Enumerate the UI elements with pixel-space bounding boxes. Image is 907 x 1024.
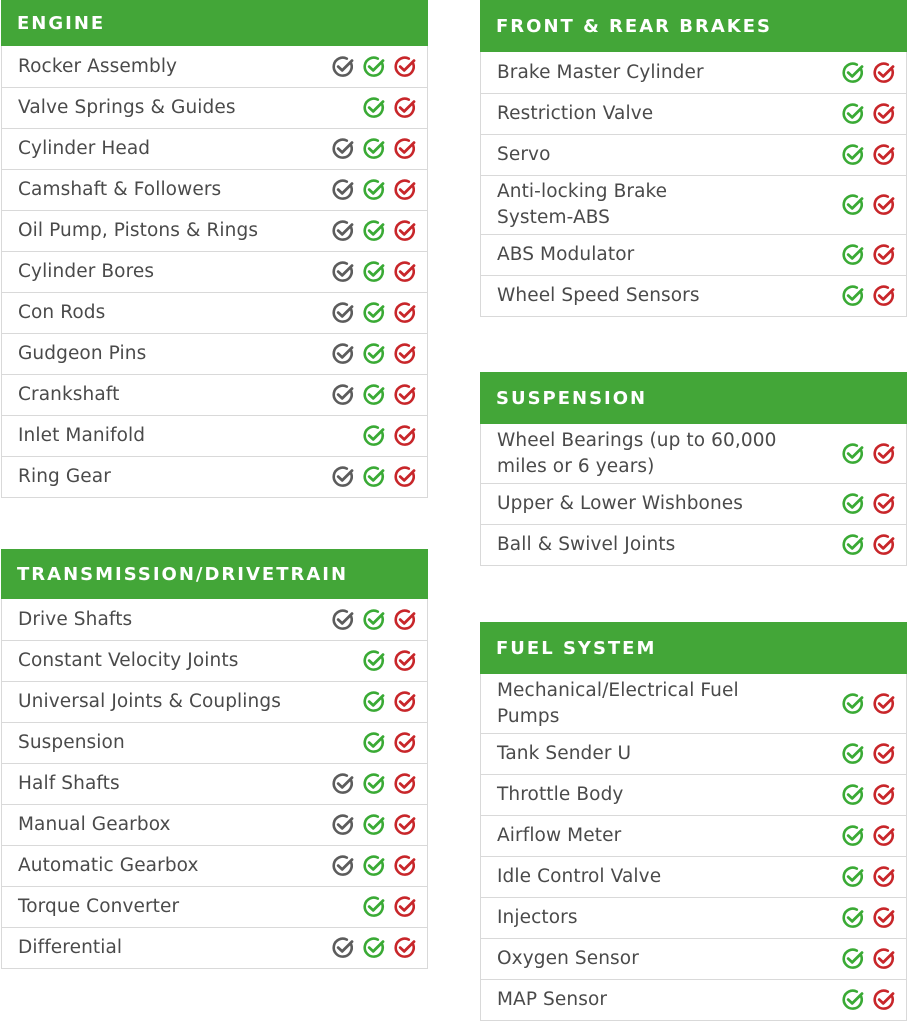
item-label: Servo bbox=[497, 144, 551, 165]
list-item bbox=[2, 292, 427, 333]
red-check-icon bbox=[393, 342, 417, 366]
list-item bbox=[481, 424, 906, 483]
list-item bbox=[481, 52, 906, 93]
status-icons bbox=[362, 731, 417, 755]
item-label: Torque Converter bbox=[18, 896, 180, 917]
red-check-icon bbox=[393, 813, 417, 837]
green-check-icon bbox=[362, 731, 386, 755]
item-label: Cylinder Head bbox=[18, 138, 151, 159]
item-label: Differential bbox=[18, 937, 123, 958]
fuel-rows bbox=[480, 674, 907, 1021]
green-check-icon bbox=[841, 692, 865, 716]
item-label: Inlet Manifold bbox=[18, 425, 146, 446]
green-check-icon bbox=[362, 690, 386, 714]
red-check-icon bbox=[872, 865, 896, 889]
item-label: Oil Pump, Pistons & Rings bbox=[18, 220, 259, 241]
red-check-icon bbox=[393, 608, 417, 632]
red-check-icon bbox=[393, 383, 417, 407]
grey-check-icon bbox=[331, 342, 355, 366]
red-check-icon bbox=[872, 143, 896, 167]
status-icons bbox=[841, 442, 896, 466]
suspension-rows bbox=[480, 424, 907, 566]
status-icons bbox=[331, 936, 417, 960]
green-check-icon bbox=[362, 137, 386, 161]
list-item bbox=[2, 722, 427, 763]
red-check-icon bbox=[872, 442, 896, 466]
item-label: Restriction Valve bbox=[497, 103, 654, 124]
red-check-icon bbox=[393, 424, 417, 448]
red-check-icon bbox=[872, 193, 896, 217]
grey-check-icon bbox=[331, 55, 355, 79]
item-label: Manual Gearbox bbox=[18, 814, 171, 835]
grey-check-icon bbox=[331, 936, 355, 960]
red-check-icon bbox=[393, 55, 417, 79]
green-check-icon bbox=[841, 988, 865, 1012]
red-check-icon bbox=[393, 895, 417, 919]
status-icons bbox=[841, 865, 896, 889]
item-label: Automatic Gearbox bbox=[18, 855, 199, 876]
list-item bbox=[2, 456, 427, 497]
status-icons bbox=[841, 61, 896, 85]
green-check-icon bbox=[841, 492, 865, 516]
green-check-icon bbox=[362, 96, 386, 120]
red-check-icon bbox=[872, 947, 896, 971]
list-item bbox=[481, 275, 906, 316]
green-check-icon bbox=[362, 936, 386, 960]
item-label: Mechanical/Electrical Fuel Pumps bbox=[497, 679, 739, 727]
green-check-icon bbox=[362, 465, 386, 489]
red-check-icon bbox=[872, 102, 896, 126]
list-item bbox=[2, 169, 427, 210]
green-check-icon bbox=[841, 865, 865, 889]
item-label: MAP Sensor bbox=[497, 989, 608, 1010]
status-icons bbox=[841, 988, 896, 1012]
status-icons bbox=[331, 854, 417, 878]
list-item bbox=[2, 128, 427, 169]
red-check-icon bbox=[393, 219, 417, 243]
list-item bbox=[2, 251, 427, 292]
status-icons bbox=[841, 906, 896, 930]
list-item bbox=[481, 483, 906, 524]
green-check-icon bbox=[362, 178, 386, 202]
green-check-icon bbox=[362, 301, 386, 325]
list-item bbox=[2, 46, 427, 87]
item-label: Gudgeon Pins bbox=[18, 343, 147, 364]
status-icons bbox=[331, 813, 417, 837]
fuel-panel bbox=[480, 622, 907, 1021]
green-check-icon bbox=[362, 649, 386, 673]
item-label: Oxygen Sensor bbox=[497, 948, 639, 969]
list-item bbox=[2, 886, 427, 927]
red-check-icon bbox=[872, 243, 896, 267]
status-icons bbox=[331, 219, 417, 243]
green-check-icon bbox=[841, 824, 865, 848]
green-check-icon bbox=[362, 772, 386, 796]
engine-panel bbox=[1, 0, 428, 498]
red-check-icon bbox=[872, 61, 896, 85]
red-check-icon bbox=[393, 731, 417, 755]
status-icons bbox=[331, 137, 417, 161]
list-item bbox=[2, 845, 427, 886]
green-check-icon bbox=[841, 783, 865, 807]
grey-check-icon bbox=[331, 301, 355, 325]
item-label: Ring Gear bbox=[18, 466, 111, 487]
grey-check-icon bbox=[331, 383, 355, 407]
grey-check-icon bbox=[331, 465, 355, 489]
item-label: Ball & Swivel Joints bbox=[497, 534, 676, 555]
list-item bbox=[481, 674, 906, 733]
status-icons bbox=[331, 608, 417, 632]
grey-check-icon bbox=[331, 772, 355, 796]
transmission-rows bbox=[1, 599, 428, 969]
brakes-panel bbox=[480, 0, 907, 317]
item-label: Crankshaft bbox=[18, 384, 120, 405]
red-check-icon bbox=[872, 692, 896, 716]
green-check-icon bbox=[841, 947, 865, 971]
red-check-icon bbox=[872, 492, 896, 516]
fuel-header: FUEL SYSTEM bbox=[480, 622, 907, 674]
status-icons bbox=[331, 342, 417, 366]
item-label: Half Shafts bbox=[18, 773, 120, 794]
list-item bbox=[481, 815, 906, 856]
red-check-icon bbox=[872, 824, 896, 848]
item-label: Valve Springs & Guides bbox=[18, 97, 236, 118]
status-icons bbox=[841, 692, 896, 716]
green-check-icon bbox=[362, 219, 386, 243]
status-icons bbox=[331, 772, 417, 796]
red-check-icon bbox=[872, 906, 896, 930]
green-check-icon bbox=[362, 55, 386, 79]
list-item bbox=[2, 87, 427, 128]
green-check-icon bbox=[362, 854, 386, 878]
green-check-icon bbox=[841, 193, 865, 217]
green-check-icon bbox=[841, 906, 865, 930]
list-item bbox=[2, 333, 427, 374]
green-check-icon bbox=[841, 533, 865, 557]
red-check-icon bbox=[393, 96, 417, 120]
engine-rows bbox=[1, 46, 428, 498]
green-check-icon bbox=[841, 243, 865, 267]
red-check-icon bbox=[872, 988, 896, 1012]
grey-check-icon bbox=[331, 178, 355, 202]
red-check-icon bbox=[393, 301, 417, 325]
red-check-icon bbox=[872, 742, 896, 766]
status-icons bbox=[331, 301, 417, 325]
green-check-icon bbox=[841, 442, 865, 466]
status-icons bbox=[841, 284, 896, 308]
status-icons bbox=[841, 243, 896, 267]
list-item bbox=[481, 733, 906, 774]
item-label: Cylinder Bores bbox=[18, 261, 155, 282]
list-item bbox=[481, 938, 906, 979]
red-check-icon bbox=[393, 137, 417, 161]
brakes-rows bbox=[480, 52, 907, 317]
green-check-icon bbox=[841, 143, 865, 167]
item-label: Constant Velocity Joints bbox=[18, 650, 239, 671]
list-item bbox=[481, 175, 906, 234]
green-check-icon bbox=[362, 813, 386, 837]
status-icons bbox=[841, 783, 896, 807]
list-item bbox=[2, 210, 427, 251]
grey-check-icon bbox=[331, 813, 355, 837]
item-label: Airflow Meter bbox=[497, 825, 622, 846]
item-label: ABS Modulator bbox=[497, 244, 635, 265]
green-check-icon bbox=[841, 284, 865, 308]
item-label: Universal Joints & Couplings bbox=[18, 691, 281, 712]
grey-check-icon bbox=[331, 608, 355, 632]
red-check-icon bbox=[393, 465, 417, 489]
list-item bbox=[481, 774, 906, 815]
suspension-panel bbox=[480, 372, 907, 566]
list-item bbox=[2, 804, 427, 845]
green-check-icon bbox=[841, 61, 865, 85]
list-item bbox=[2, 640, 427, 681]
list-item bbox=[481, 524, 906, 565]
transmission-header: TRANSMISSION/DRIVETRAIN bbox=[1, 549, 428, 599]
list-item bbox=[481, 234, 906, 275]
list-item bbox=[2, 927, 427, 968]
green-check-icon bbox=[841, 102, 865, 126]
list-item bbox=[481, 856, 906, 897]
item-label: Wheel Bearings (up to 60,000 miles or 6 years) bbox=[497, 429, 777, 477]
item-label: Rocker Assembly bbox=[18, 55, 178, 77]
item-label: Suspension bbox=[18, 732, 125, 753]
status-icons bbox=[841, 824, 896, 848]
status-icons bbox=[841, 143, 896, 167]
list-item bbox=[2, 763, 427, 804]
green-check-icon bbox=[362, 260, 386, 284]
list-item bbox=[2, 599, 427, 640]
item-label: Injectors bbox=[497, 907, 578, 928]
status-icons bbox=[841, 947, 896, 971]
status-icons bbox=[362, 690, 417, 714]
grey-check-icon bbox=[331, 854, 355, 878]
status-icons bbox=[841, 533, 896, 557]
list-item bbox=[2, 681, 427, 722]
status-icons bbox=[362, 424, 417, 448]
item-label: Brake Master Cylinder bbox=[497, 61, 704, 83]
grey-check-icon bbox=[331, 219, 355, 243]
red-check-icon bbox=[872, 533, 896, 557]
red-check-icon bbox=[393, 854, 417, 878]
red-check-icon bbox=[393, 649, 417, 673]
green-check-icon bbox=[362, 424, 386, 448]
suspension-header: SUSPENSION bbox=[480, 372, 907, 424]
list-item bbox=[2, 374, 427, 415]
list-item bbox=[481, 979, 906, 1020]
item-label: Throttle Body bbox=[497, 784, 624, 805]
status-icons bbox=[331, 260, 417, 284]
item-label: Anti-locking Brake System-ABS bbox=[497, 181, 668, 228]
green-check-icon bbox=[362, 342, 386, 366]
green-check-icon bbox=[841, 742, 865, 766]
list-item bbox=[481, 897, 906, 938]
engine-header: ENGINE bbox=[1, 0, 428, 46]
green-check-icon bbox=[362, 895, 386, 919]
status-icons bbox=[362, 649, 417, 673]
item-label: Camshaft & Followers bbox=[18, 179, 222, 200]
status-icons bbox=[331, 55, 417, 79]
transmission-panel bbox=[1, 549, 428, 969]
item-label: Wheel Speed Sensors bbox=[497, 285, 700, 306]
status-icons bbox=[331, 178, 417, 202]
grey-check-icon bbox=[331, 137, 355, 161]
list-item bbox=[481, 93, 906, 134]
red-check-icon bbox=[393, 178, 417, 202]
red-check-icon bbox=[393, 690, 417, 714]
status-icons bbox=[841, 742, 896, 766]
item-label: Con Rods bbox=[18, 302, 106, 323]
status-icons bbox=[841, 102, 896, 126]
red-check-icon bbox=[872, 783, 896, 807]
red-check-icon bbox=[872, 284, 896, 308]
green-check-icon bbox=[362, 383, 386, 407]
grey-check-icon bbox=[331, 260, 355, 284]
status-icons bbox=[841, 193, 896, 217]
list-item bbox=[481, 134, 906, 175]
item-label: Idle Control Valve bbox=[497, 866, 662, 887]
status-icons bbox=[841, 492, 896, 516]
list-item bbox=[2, 415, 427, 456]
red-check-icon bbox=[393, 936, 417, 960]
status-icons bbox=[331, 383, 417, 407]
item-label: Drive Shafts bbox=[18, 608, 133, 630]
status-icons bbox=[362, 895, 417, 919]
status-icons bbox=[362, 96, 417, 120]
status-icons bbox=[331, 465, 417, 489]
brakes-header: FRONT & REAR BRAKES bbox=[480, 0, 907, 52]
red-check-icon bbox=[393, 772, 417, 796]
item-label: Tank Sender U bbox=[497, 743, 632, 764]
red-check-icon bbox=[393, 260, 417, 284]
green-check-icon bbox=[362, 608, 386, 632]
item-label: Upper & Lower Wishbones bbox=[497, 493, 743, 514]
